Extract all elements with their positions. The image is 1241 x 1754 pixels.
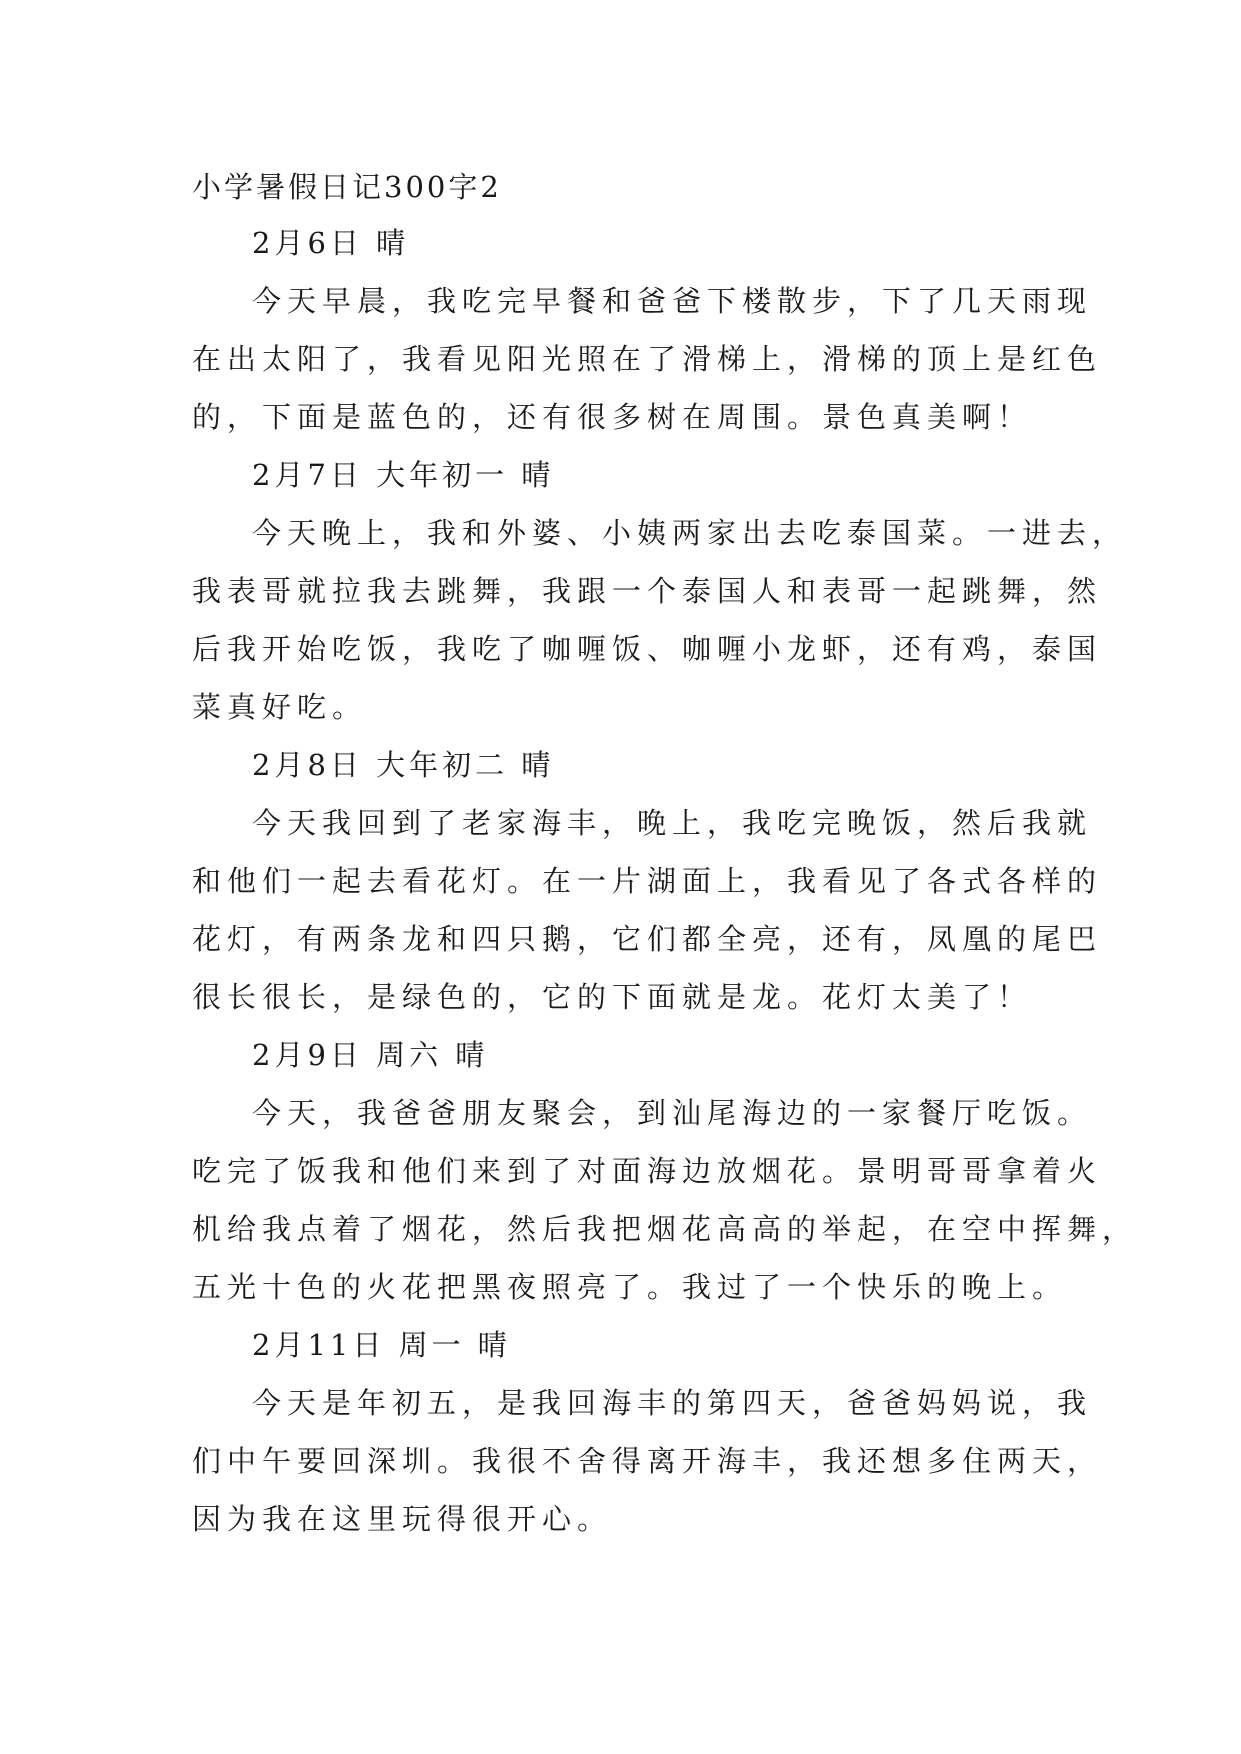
entry-paragraph-line: 的，下面是蓝色的，还有很多树在周围。景色真美啊！ xyxy=(192,400,1033,434)
entry-paragraph-line: 今天晚上，我和外婆、小姨两家出去吃泰国菜。一进去， xyxy=(252,516,1128,550)
entry-paragraph-line: 在出太阳了，我看见阳光照在了滑梯上，滑梯的顶上是红色 xyxy=(192,342,1103,376)
entry-paragraph-line: 五光十色的火花把黑夜照亮了。我过了一个快乐的晚上。 xyxy=(192,1270,1068,1304)
entry-paragraph-line: 今天是年初五，是我回海丰的第四天，爸爸妈妈说，我 xyxy=(252,1386,1093,1420)
entry-date: 2月9日 周六 晴 xyxy=(252,1038,489,1072)
entry-date: 2月11日 周一 晴 xyxy=(252,1328,511,1362)
entry-paragraph-line: 很长很长，是绿色的，它的下面就是龙。花灯太美了！ xyxy=(192,980,1033,1014)
entry-date: 2月7日 大年初一 晴 xyxy=(252,458,555,492)
entry-paragraph-line: 因为我在这里玩得很开心。 xyxy=(192,1502,613,1536)
entry-date: 2月8日 大年初二 晴 xyxy=(252,748,555,782)
entry-paragraph-line: 们中午要回深圳。我很不舍得离开海丰，我还想多住两天， xyxy=(192,1444,1103,1478)
entry-paragraph-line: 花灯，有两条龙和四只鹅，它们都全亮，还有，凤凰的尾巴 xyxy=(192,922,1103,956)
entry-paragraph-line: 今天，我爸爸朋友聚会，到汕尾海边的一家餐厅吃饭。 xyxy=(252,1096,1093,1130)
document-body xyxy=(192,160,1138,1548)
entry-paragraph-line: 今天早晨，我吃完早餐和爸爸下楼散步，下了几天雨现 xyxy=(252,284,1093,318)
entry-paragraph-line: 机给我点着了烟花，然后我把烟花高高的举起，在空中挥舞， xyxy=(192,1212,1138,1246)
entry-paragraph-line: 菜真好吃。 xyxy=(192,690,368,724)
entry-paragraph-line: 我表哥就拉我去跳舞，我跟一个泰国人和表哥一起跳舞，然 xyxy=(192,574,1103,608)
document-title: 小学暑假日记300字2 xyxy=(192,170,502,204)
entry-paragraph-line: 后我开始吃饭，我吃了咖喱饭、咖喱小龙虾，还有鸡，泰国 xyxy=(192,632,1103,666)
entry-paragraph-line: 今天我回到了老家海丰，晚上，我吃完晚饭，然后我就 xyxy=(252,806,1093,840)
entry-date: 2月6日 晴 xyxy=(252,226,410,260)
entry-paragraph-line: 吃完了饭我和他们来到了对面海边放烟花。景明哥哥拿着火 xyxy=(192,1154,1103,1188)
entry-paragraph-line: 和他们一起去看花灯。在一片湖面上，我看见了各式各样的 xyxy=(192,864,1103,898)
